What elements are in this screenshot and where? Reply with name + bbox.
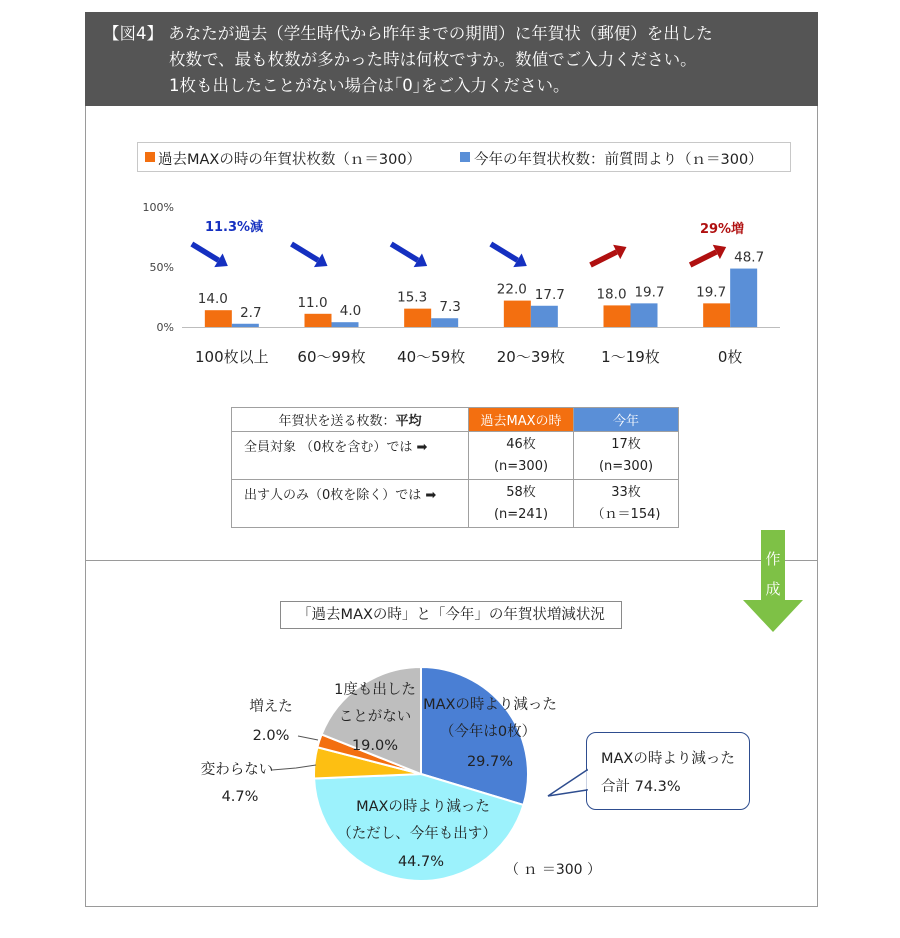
table-row-label: 出す人のみ（0枚を除く）では ➡ — [232, 480, 469, 528]
bar-value-label: 22.0 — [496, 281, 527, 298]
callout-line-2: 合計 74.3% — [601, 779, 681, 795]
pie-slice-label: 1度も出した — [334, 682, 416, 698]
pie-chart-title: 「過去MAXの時」と「今年」の年賀状増減状況 — [280, 601, 622, 629]
bar-value-label: 7.3 — [439, 299, 461, 316]
legend-label-this-year: 今年の年賀状枚数：前質問より（ｎ＝300） — [474, 152, 763, 168]
cell-n: （ｎ＝154) — [591, 506, 661, 522]
bar-value-label: 15.3 — [397, 289, 428, 306]
annotation-increase: 29%増 — [699, 222, 745, 237]
annotation-decrease: 11.3%減 — [204, 220, 264, 235]
bar-value-label: 19.7 — [696, 284, 727, 301]
pie-slice-value: 44.7% — [397, 854, 445, 870]
cell-n: (n=241) — [493, 506, 549, 522]
x-tick-label: 0枚 — [717, 348, 743, 366]
down-arrow-text-2: 成 — [765, 580, 781, 598]
header-line-2: 枚数で、最も枚数が多かった時は何枚ですか。数値でご入力ください。 — [169, 50, 697, 69]
pie-slice-label: 変わらない — [200, 762, 274, 778]
cell-n: (n=300) — [598, 458, 654, 474]
table-header-this-year: 今年 — [574, 408, 679, 432]
pie-slice-value: 29.7% — [466, 754, 514, 770]
y-tick-label: 50% — [149, 261, 174, 274]
cell-value: 17枚 — [611, 436, 641, 452]
y-tick-label: 100% — [142, 201, 174, 214]
x-tick-label: 40～59枚 — [397, 348, 466, 366]
pie-slice-label: 増えた — [249, 699, 293, 715]
pie-slice-label: MAXの時より減った — [423, 697, 557, 713]
x-tick-label: 60～99枚 — [297, 348, 366, 366]
cell-value: 58枚 — [506, 484, 536, 500]
pie-slice-value: 19.0% — [351, 738, 399, 754]
bar-value-label: 48.7 — [734, 249, 765, 266]
pie-slice-value: 4.7% — [221, 789, 259, 805]
bar-value-label: 18.0 — [596, 286, 627, 303]
bar-value-label: 14.0 — [197, 291, 228, 308]
header-line-3: 1枚も出したことがない場合は｢0｣をご入力ください。 — [169, 76, 570, 95]
bar-value-label: 4.0 — [339, 303, 362, 320]
x-tick-label: 1～19枚 — [601, 348, 660, 366]
pie-slice-label: ことがない — [338, 709, 412, 725]
cell-value: 33枚 — [611, 484, 641, 500]
bar-value-label: 19.7 — [634, 284, 665, 301]
bar-value-label: 17.7 — [534, 286, 565, 303]
x-tick-label: 100枚以上 — [195, 348, 269, 366]
table-header-max: 過去MAXの時 — [469, 408, 574, 432]
x-tick-label: 20～39枚 — [496, 348, 565, 366]
cell-value: 46枚 — [506, 436, 536, 452]
legend-label-max: 過去MAXの時の年賀状枚数（ｎ＝300） — [158, 152, 422, 168]
pie-slice-label: （ただし、今年も出す） — [337, 826, 497, 842]
bar-value-label: 2.7 — [240, 304, 262, 321]
y-tick-label: 0% — [156, 321, 174, 334]
callout-line-1: MAXの時より減った — [601, 751, 735, 767]
bar-value-label: 11.0 — [297, 294, 328, 311]
table-header-label-bold: 平均 — [395, 414, 422, 429]
header-line-1: 【図4】 あなたが過去（学生時代から昨年までの期間）に年賀状（郵便）を出した — [103, 24, 713, 43]
table-row-label: 全員対象 （0枚を含む）では ➡ — [232, 432, 469, 480]
table-header-label-text: 年賀状を送る枚数： — [278, 414, 396, 429]
pie-slice-label: MAXの時より減った — [356, 799, 490, 815]
pie-n-label: （ ｎ ＝300 ） — [504, 862, 602, 878]
down-arrow-text-1: 作 — [765, 550, 781, 568]
pie-slice-label: （今年は0枚） — [439, 724, 537, 740]
pie-slice-value: 2.0% — [252, 728, 290, 744]
cell-n: (n=300) — [493, 458, 549, 474]
